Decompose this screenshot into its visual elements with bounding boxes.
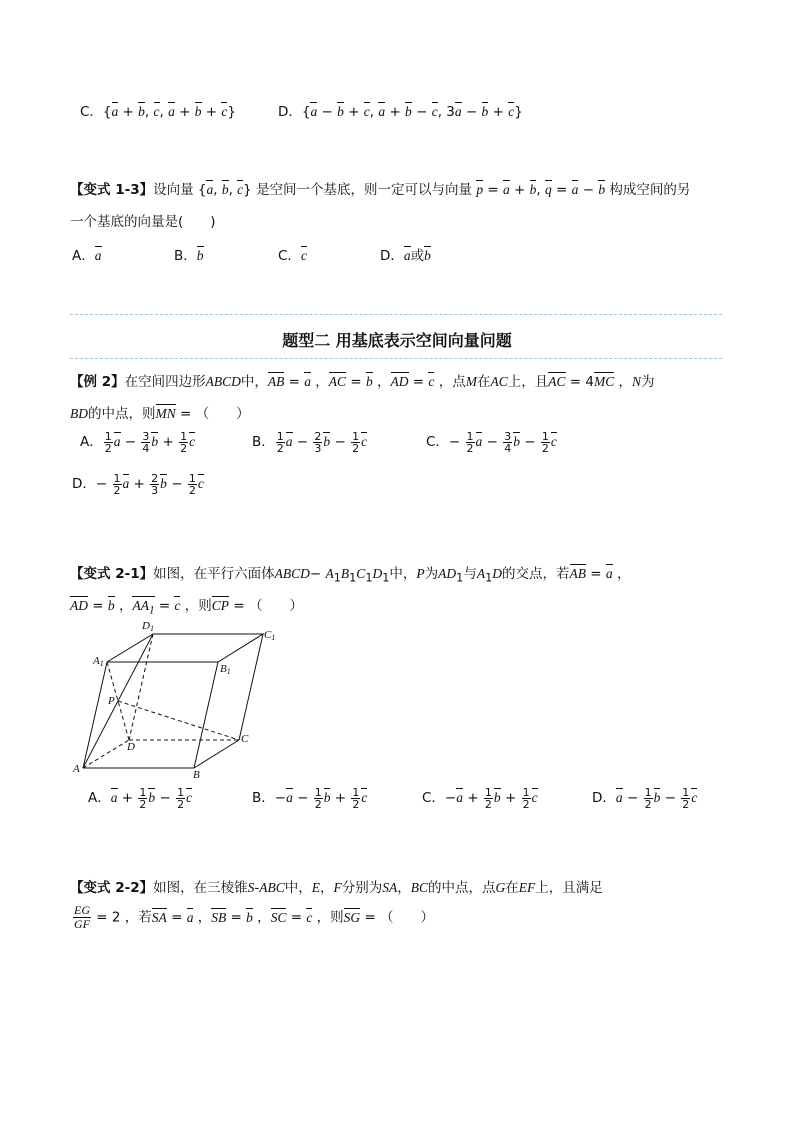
variant-1-3-option-b: B．b xyxy=(174,248,204,264)
label-p: P xyxy=(108,695,115,707)
label-a: A xyxy=(73,763,80,775)
section-divider-top xyxy=(70,314,722,315)
variant-2-1-option-c: C．−a + $\frac{1}{2}$ b + $\frac{1}{2}$ c xyxy=(422,785,538,811)
variant-2-1-option-b: B．−a − $\frac{1}{2}$ b + $\frac{1}{2}$ c xyxy=(252,785,368,811)
example-2-option-a: A． $\frac{1}{2}$ a − $\frac{3}{4}$ b + $\frac{1}{2}$ c xyxy=(80,429,196,455)
variant-1-3-option-a: A．a xyxy=(72,248,102,264)
variant-1-3-option-d: D．a或b xyxy=(380,248,431,264)
option-d-prev: D．{a − b + c, a + b − c, 3a − b + c} xyxy=(278,104,523,120)
variant-2-1-line1: 【变式 2-1】如图，在平行六面体ABCD− $A_1B_1C_1D_1$中，P为$AD_1$与$A_1D$的交点，若AB = a ， xyxy=(70,566,631,585)
label-c: C xyxy=(241,733,249,745)
example-2-option-c: C．− $\frac{1}{2}$ a − $\frac{3}{4}$ b − $\frac{1}{2}$ c xyxy=(426,429,557,455)
variant-1-3-option-c: C．c xyxy=(278,248,307,264)
label-d1: D1 xyxy=(142,620,154,633)
example-2-line2: BD的中点，则MN = （ ） xyxy=(70,406,250,422)
variant-2-2-line1: 【变式 2-2】如图，在三棱锥S-ABC中，E，F分别为SA，BC的中点，点G在EF上，且满足 xyxy=(70,880,603,896)
option-c-prev: C．{a + b, c, a + b + c} xyxy=(80,104,237,120)
section-heading: 题型二 用基底表示空间向量问题 xyxy=(282,331,512,350)
label-c1: C1 xyxy=(264,629,276,642)
label-b: B xyxy=(193,769,200,778)
variant-1-3-line1: 【变式 1-3】设向量 {a, b, c} 是空间一个基底，则一定可以与向量 p = a + b, q = a − b 构成空间的另 xyxy=(70,182,691,198)
label-a1: A1 xyxy=(93,655,104,668)
parallelepiped-figure xyxy=(66,618,286,778)
example-2-option-d: D．− $\frac{1}{2}$ a + $\frac{2}{3}$ b − $\frac{1}{2}$ c xyxy=(72,471,204,497)
variant-2-1-line2: AD = b ，$AA_1 = c$ ，则CP = （ ） xyxy=(70,598,303,617)
section-divider-bottom xyxy=(70,358,722,359)
variant-2-2-line2: $\frac{EG}{GF}$ = 2 ，若SA = a ，SB = b ，SC = c ，则SG = （ ） xyxy=(74,903,435,931)
example-2-option-b: B． $\frac{1}{2}$ a − $\frac{2}{3}$ b − $\frac{1}{2}$ c xyxy=(252,429,368,455)
label-d: D xyxy=(127,741,135,753)
variant-2-1-option-d: D．a − $\frac{1}{2}$ b − $\frac{1}{2}$ c xyxy=(592,785,698,811)
example-2-line1: 【例 2】在空间四边形ABCD中，AB = a ，AC = b ，AD = c ，点M在AC上，且AC = 4MC ，N为 xyxy=(70,374,655,390)
variant-1-3-line2: 一个基底的向量是( ) xyxy=(70,214,216,230)
variant-2-1-option-a: A．a + $\frac{1}{2}$ b − $\frac{1}{2}$ c xyxy=(88,785,193,811)
label-b1: B1 xyxy=(220,663,231,676)
